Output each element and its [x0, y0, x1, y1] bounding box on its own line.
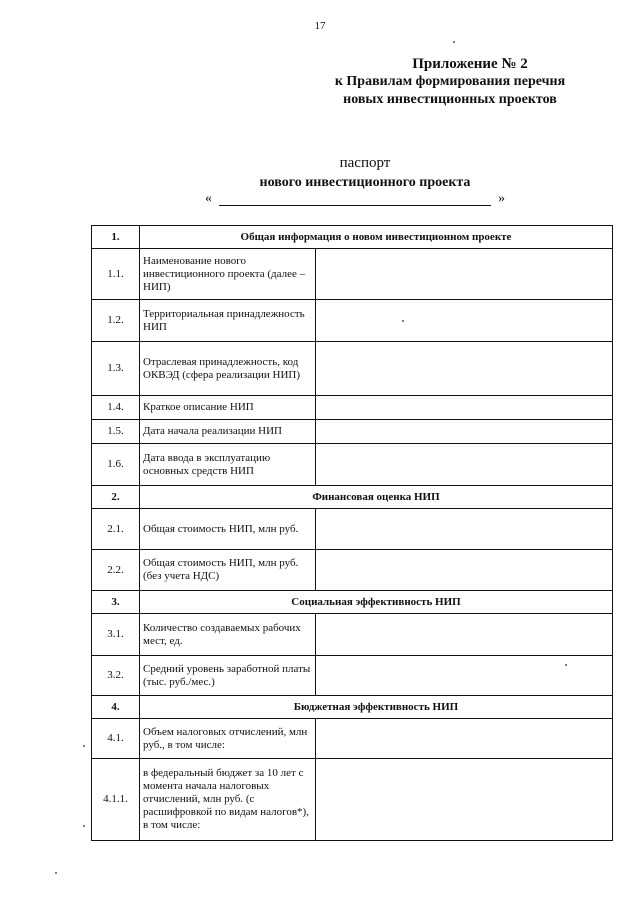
- appendix-rules-line: к Правилам формирования перечня: [334, 74, 566, 89]
- table-row: [92, 444, 613, 486]
- row-value-cell[interactable]: [316, 550, 613, 591]
- row-value-cell[interactable]: [316, 444, 613, 486]
- scan-speck: [453, 41, 455, 43]
- quote-close: »: [498, 191, 505, 206]
- row-label: Общая стоимость НИП, млн руб.: [140, 509, 316, 550]
- section-title: Финансовая оценка НИП: [140, 486, 613, 509]
- row-label: Территориальная принадлежность НИП: [140, 300, 316, 342]
- row-number: 1.5.: [92, 420, 140, 444]
- section-title: Общая информация о новом инвестиционном проекте: [140, 226, 613, 249]
- table-row: [92, 656, 613, 696]
- table-row: [92, 550, 613, 591]
- scan-speck: [55, 872, 57, 874]
- row-label: Наименование нового инвестиционного проекта (далее – НИП): [140, 249, 316, 300]
- table-row: [92, 509, 613, 550]
- passport-subject: нового инвестиционного проекта: [259, 175, 471, 190]
- scan-speck: [565, 664, 567, 666]
- row-value-cell[interactable]: [316, 656, 613, 696]
- row-value-cell[interactable]: [316, 509, 613, 550]
- row-number: 1.4.: [92, 396, 140, 420]
- table-row: [92, 300, 613, 342]
- appendix-header: [300, 55, 600, 109]
- row-label: Количество создаваемых рабочих мест, ед.: [140, 614, 316, 656]
- section-number: 3.: [92, 591, 140, 614]
- scan-speck: [83, 825, 85, 827]
- row-number: 2.1.: [92, 509, 140, 550]
- row-value-cell[interactable]: [316, 719, 613, 759]
- table-row: [92, 719, 613, 759]
- row-value-cell[interactable]: [316, 759, 613, 841]
- project-name-blank: [205, 191, 505, 207]
- row-number: 1.3.: [92, 342, 140, 396]
- row-number: 4.1.: [92, 719, 140, 759]
- section-title: Социальная эффективность НИП: [140, 591, 613, 614]
- appendix-title: Приложение № 2: [412, 56, 528, 72]
- row-number: 1.6.: [92, 444, 140, 486]
- quote-open: «: [205, 191, 212, 206]
- table-row: [92, 420, 613, 444]
- row-value-cell[interactable]: [316, 396, 613, 420]
- section-row: [92, 591, 613, 614]
- row-label: Отраслевая принадлежность, код ОКВЭД (сфера реализации НИП): [140, 342, 316, 396]
- row-label: Краткое описание НИП: [140, 396, 316, 420]
- row-label: Дата ввода в эксплуатацию основных средств НИП: [140, 444, 316, 486]
- row-label: Средний уровень заработной платы (тыс. руб./мес.): [140, 656, 316, 696]
- page-number: 17: [314, 20, 326, 32]
- row-label: Объем налоговых отчислений, млн руб., в том числе:: [140, 719, 316, 759]
- table-row: [92, 342, 613, 396]
- section-number: 1.: [92, 226, 140, 249]
- section-row: [92, 226, 613, 249]
- table-row: [92, 396, 613, 420]
- blank-underline: [219, 205, 491, 206]
- row-value-cell[interactable]: [316, 420, 613, 444]
- row-label: Дата начала реализации НИП: [140, 420, 316, 444]
- row-value-cell[interactable]: [316, 300, 613, 342]
- scan-speck: [402, 320, 404, 322]
- passport-table: [91, 225, 613, 841]
- row-number: 3.2.: [92, 656, 140, 696]
- scan-speck: [83, 745, 85, 747]
- row-number: 2.2.: [92, 550, 140, 591]
- table-row: [92, 249, 613, 300]
- passport-word: паспорт: [339, 155, 391, 171]
- appendix-projects-line: новых инвестиционных проектов: [343, 92, 557, 107]
- section-number: 4.: [92, 696, 140, 719]
- row-label: Общая стоимость НИП, млн руб. (без учета НДС): [140, 550, 316, 591]
- table-row: [92, 614, 613, 656]
- document-title: [0, 154, 640, 192]
- row-value-cell[interactable]: [316, 342, 613, 396]
- table-row: [92, 759, 613, 841]
- row-number: 3.1.: [92, 614, 140, 656]
- row-value-cell[interactable]: [316, 614, 613, 656]
- row-number: 1.1.: [92, 249, 140, 300]
- row-value-cell[interactable]: [316, 249, 613, 300]
- row-label: в федеральный бюджет за 10 лет с момента начала налоговых отчислений, млн руб. (с расшифровкой по видам налогов*), в том числе:: [140, 759, 316, 841]
- row-number: 4.1.1.: [92, 759, 140, 841]
- section-row: [92, 486, 613, 509]
- row-number: 1.2.: [92, 300, 140, 342]
- section-title: Бюджетная эффективность НИП: [140, 696, 613, 719]
- section-number: 2.: [92, 486, 140, 509]
- section-row: [92, 696, 613, 719]
